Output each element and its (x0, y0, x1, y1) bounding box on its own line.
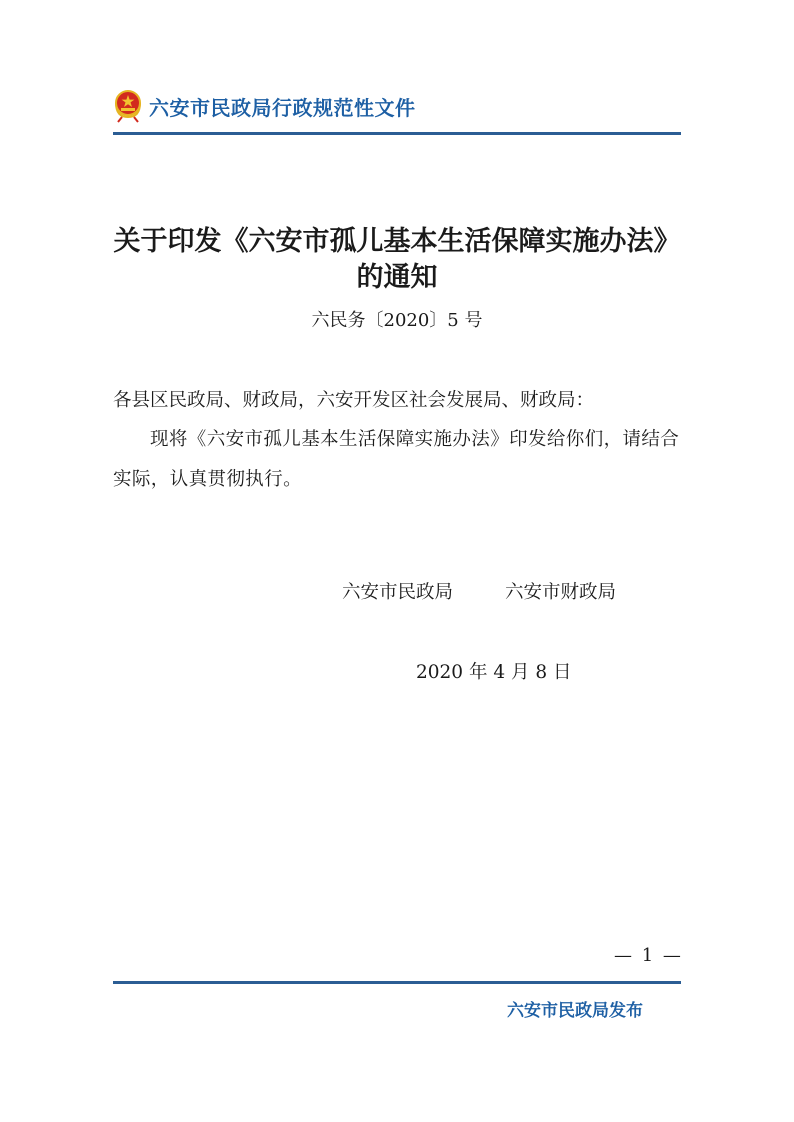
signatory-civil-affairs: 六安市民政局 (342, 582, 454, 603)
footer-divider (113, 981, 681, 984)
document-header (113, 86, 416, 126)
document-number: 六民务〔2020〕5 号 (311, 310, 483, 331)
issue-date: 2020 年 4 月 8 日 (416, 662, 572, 683)
page-number: — 1 — (614, 945, 683, 966)
national-emblem-icon (113, 89, 143, 123)
publisher-label: 六安市民政局发布 (507, 1001, 643, 1021)
document-title-line1: 关于印发《六安市孤儿基本生活保障实施办法》 (113, 226, 681, 257)
body-paragraph: 现将《六安市孤儿基本生活保障实施办法》印发给你们，请结合实际，认真贯彻执行。 (113, 429, 680, 490)
header-title: 六安市民政局行政规范性文件 (149, 95, 416, 120)
header-divider (113, 132, 681, 135)
signatory-finance: 六安市财政局 (505, 582, 617, 603)
document-title-line2: 的通知 (356, 262, 438, 293)
addressee: 各县区民政局、财政局，六安开发区社会发展局、财政局： (113, 390, 595, 411)
